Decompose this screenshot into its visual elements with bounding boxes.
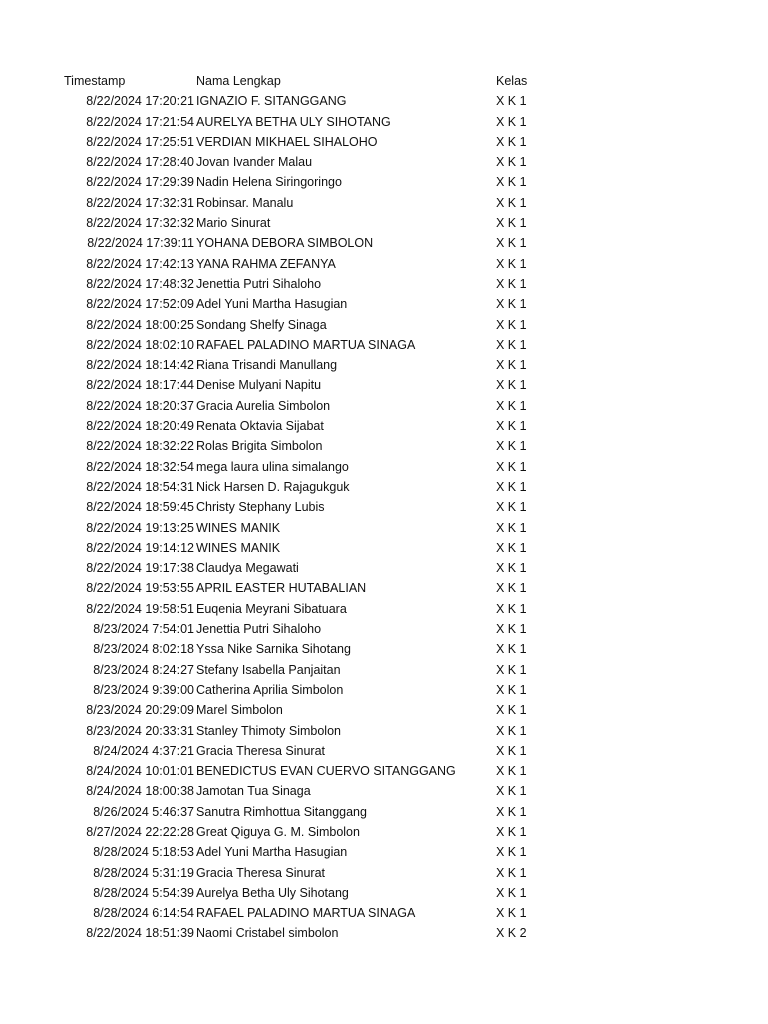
full-name-cell: Stefany Isabella Panjaitan <box>196 662 341 677</box>
full-name-cell: Nadin Helena Siringoringo <box>196 175 342 190</box>
class-cell: X K 1 <box>496 297 527 312</box>
table-row <box>0 578 768 598</box>
full-name-cell: Claudya Megawati <box>196 561 299 576</box>
class-cell: X K 1 <box>496 276 527 291</box>
timestamp-cell: 8/22/2024 19:14:12 <box>86 540 194 555</box>
header-timestamp: Timestamp <box>64 74 126 88</box>
table-row <box>0 335 768 355</box>
class-cell: X K 1 <box>496 256 527 271</box>
timestamp-cell: 8/22/2024 18:17:44 <box>86 378 194 393</box>
class-cell: X K 1 <box>496 155 527 170</box>
class-cell: X K 1 <box>496 459 527 474</box>
table-row <box>0 822 768 842</box>
timestamp-cell: 8/23/2024 8:02:18 <box>93 642 194 657</box>
full-name-cell: BENEDICTUS EVAN CUERVO SITANGGANG <box>196 764 456 779</box>
full-name-cell: Adel Yuni Martha Hasugian <box>196 845 348 860</box>
table-row <box>0 132 768 152</box>
full-name-cell: Jenettia Putri Sihaloho <box>196 276 322 291</box>
timestamp-cell: 8/23/2024 7:54:01 <box>93 622 194 637</box>
class-cell: X K 1 <box>496 865 527 880</box>
timestamp-cell: 8/23/2024 20:33:31 <box>86 723 194 738</box>
full-name-cell: mega laura ulina simalango <box>196 459 349 474</box>
timestamp-cell: 8/24/2024 10:01:01 <box>86 764 194 779</box>
class-cell: X K 1 <box>496 581 527 596</box>
timestamp-cell: 8/22/2024 17:20:21 <box>86 94 194 109</box>
full-name-cell: Jamotan Tua Sinaga <box>196 784 311 799</box>
table-row <box>0 355 768 375</box>
full-name-cell: Denise Mulyani Napitu <box>196 378 322 393</box>
table-row <box>0 538 768 558</box>
full-name-cell: VERDIAN MIKHAEL SIHALOHO <box>196 134 378 149</box>
table-row <box>0 457 768 477</box>
full-name-cell: Jenettia Putri Sihaloho <box>196 622 322 637</box>
class-cell: X K 1 <box>496 743 527 758</box>
class-cell: X K 1 <box>496 216 527 231</box>
timestamp-cell: 8/26/2024 5:46:37 <box>93 804 194 819</box>
table-row <box>0 660 768 680</box>
class-cell: X K 1 <box>496 317 527 332</box>
class-cell: X K 1 <box>496 500 527 515</box>
timestamp-cell: 8/22/2024 17:32:31 <box>86 195 194 210</box>
class-cell: X K 1 <box>496 601 527 616</box>
timestamp-cell: 8/22/2024 17:28:40 <box>86 155 194 170</box>
full-name-cell: Aurelya Betha Uly Sihotang <box>196 885 349 900</box>
class-cell: X K 1 <box>496 703 527 718</box>
full-name-cell: Marel Simbolon <box>196 703 283 718</box>
timestamp-cell: 8/22/2024 18:14:42 <box>86 358 194 373</box>
full-name-cell: WINES MANIK <box>196 520 281 535</box>
timestamp-cell: 8/22/2024 18:59:45 <box>86 500 194 515</box>
class-cell: X K 2 <box>496 926 527 941</box>
table-row <box>0 721 768 741</box>
timestamp-cell: 8/22/2024 18:20:37 <box>86 398 194 413</box>
timestamp-cell: 8/22/2024 19:13:25 <box>86 520 194 535</box>
timestamp-cell: 8/23/2024 20:29:09 <box>86 703 194 718</box>
table-row <box>0 152 768 172</box>
class-cell: X K 1 <box>496 520 527 535</box>
table-row <box>0 639 768 659</box>
table-row <box>0 863 768 883</box>
table-header-row <box>0 71 768 91</box>
full-name-cell: Naomi Cristabel simbolon <box>196 926 339 941</box>
full-name-cell: Sondang Shelfy Sinaga <box>196 317 327 332</box>
table-row <box>0 294 768 314</box>
class-cell: X K 1 <box>496 662 527 677</box>
table-row <box>0 802 768 822</box>
table-row <box>0 91 768 111</box>
timestamp-cell: 8/22/2024 17:21:54 <box>86 114 194 129</box>
table-row <box>0 599 768 619</box>
table-row <box>0 396 768 416</box>
timestamp-cell: 8/22/2024 19:17:38 <box>86 561 194 576</box>
table-row <box>0 375 768 395</box>
class-cell: X K 1 <box>496 439 527 454</box>
full-name-cell: AURELYA BETHA ULY SIHOTANG <box>196 114 391 129</box>
full-name-cell: Gracia Theresa Sinurat <box>196 743 325 758</box>
class-cell: X K 1 <box>496 195 527 210</box>
timestamp-cell: 8/24/2024 4:37:21 <box>93 743 194 758</box>
header-class: Kelas <box>496 74 528 88</box>
table-row <box>0 274 768 294</box>
table-row <box>0 112 768 132</box>
full-name-cell: Sanutra Rimhottua Sitanggang <box>196 804 367 819</box>
full-name-cell: RAFAEL PALADINO MARTUA SINAGA <box>196 906 416 921</box>
full-name-cell: Adel Yuni Martha Hasugian <box>196 297 348 312</box>
response-table <box>0 71 768 944</box>
timestamp-cell: 8/22/2024 17:29:39 <box>86 175 194 190</box>
table-row <box>0 233 768 253</box>
table-row <box>0 883 768 903</box>
class-cell: X K 1 <box>496 134 527 149</box>
full-name-cell: RAFAEL PALADINO MARTUA SINAGA <box>196 337 416 352</box>
full-name-cell: Christy Stephany Lubis <box>196 500 325 515</box>
full-name-cell: IGNAZIO F. SITANGGANG <box>196 94 347 109</box>
timestamp-cell: 8/22/2024 18:20:49 <box>86 419 194 434</box>
full-name-cell: Catherina Aprilia Simbolon <box>196 682 344 697</box>
timestamp-cell: 8/28/2024 6:14:54 <box>93 906 194 921</box>
full-name-cell: WINES MANIK <box>196 540 281 555</box>
timestamp-cell: 8/22/2024 17:42:13 <box>86 256 194 271</box>
table-body <box>0 91 768 943</box>
table-row <box>0 497 768 517</box>
full-name-cell: Gracia Theresa Sinurat <box>196 865 325 880</box>
table-row <box>0 477 768 497</box>
timestamp-cell: 8/24/2024 18:00:38 <box>86 784 194 799</box>
header-full-name: Nama Lengkap <box>196 74 281 88</box>
full-name-cell: Great Qiguya G. M. Simbolon <box>196 824 360 839</box>
class-cell: X K 1 <box>496 804 527 819</box>
timestamp-cell: 8/28/2024 5:18:53 <box>93 845 194 860</box>
table-row <box>0 254 768 274</box>
timestamp-cell: 8/28/2024 5:54:39 <box>93 885 194 900</box>
class-cell: X K 1 <box>496 784 527 799</box>
full-name-cell: Jovan Ivander Malau <box>196 155 313 170</box>
timestamp-cell: 8/22/2024 18:51:39 <box>86 926 194 941</box>
table-row <box>0 193 768 213</box>
class-cell: X K 1 <box>496 622 527 637</box>
timestamp-cell: 8/22/2024 17:39:11 <box>87 236 194 251</box>
class-cell: X K 1 <box>496 479 527 494</box>
class-cell: X K 1 <box>496 175 527 190</box>
timestamp-cell: 8/22/2024 18:54:31 <box>86 479 194 494</box>
timestamp-cell: 8/28/2024 5:31:19 <box>93 865 194 880</box>
timestamp-cell: 8/23/2024 9:39:00 <box>93 682 194 697</box>
class-cell: X K 1 <box>496 723 527 738</box>
class-cell: X K 1 <box>496 419 527 434</box>
full-name-cell: YANA RAHMA ZEFANYA <box>196 256 336 271</box>
class-cell: X K 1 <box>496 236 527 251</box>
class-cell: X K 1 <box>496 906 527 921</box>
table-row <box>0 761 768 781</box>
full-name-cell: Euqenia Meyrani Sibatuara <box>196 601 347 616</box>
timestamp-cell: 8/22/2024 18:00:25 <box>86 317 194 332</box>
class-cell: X K 1 <box>496 845 527 860</box>
table-row <box>0 172 768 192</box>
class-cell: X K 1 <box>496 764 527 779</box>
table-row <box>0 781 768 801</box>
timestamp-cell: 8/22/2024 19:53:55 <box>86 581 194 596</box>
table-row <box>0 923 768 943</box>
class-cell: X K 1 <box>496 540 527 555</box>
full-name-cell: Nick Harsen D. Rajagukguk <box>196 479 350 494</box>
class-cell: X K 1 <box>496 358 527 373</box>
table-row <box>0 700 768 720</box>
full-name-cell: Renata Oktavia Sijabat <box>196 419 324 434</box>
table-row <box>0 842 768 862</box>
timestamp-cell: 8/22/2024 19:58:51 <box>86 601 194 616</box>
timestamp-cell: 8/22/2024 18:02:10 <box>86 337 194 352</box>
timestamp-cell: 8/22/2024 17:25:51 <box>86 134 194 149</box>
timestamp-cell: 8/27/2024 22:22:28 <box>86 824 194 839</box>
full-name-cell: YOHANA DEBORA SIMBOLON <box>196 236 374 251</box>
full-name-cell: Gracia Aurelia Simbolon <box>196 398 331 413</box>
full-name-cell: Stanley Thimoty Simbolon <box>196 723 341 738</box>
class-cell: X K 1 <box>496 378 527 393</box>
class-cell: X K 1 <box>496 682 527 697</box>
table-row <box>0 903 768 923</box>
full-name-cell: Riana Trisandi Manullang <box>196 358 338 373</box>
class-cell: X K 1 <box>496 824 527 839</box>
full-name-cell: Rolas Brigita Simbolon <box>196 439 323 454</box>
full-name-cell: Mario Sinurat <box>196 216 271 231</box>
class-cell: X K 1 <box>496 398 527 413</box>
timestamp-cell: 8/22/2024 17:32:32 <box>86 216 194 231</box>
full-name-cell: APRIL EASTER HUTABALIAN <box>196 581 367 596</box>
timestamp-cell: 8/23/2024 8:24:27 <box>93 662 194 677</box>
class-cell: X K 1 <box>496 114 527 129</box>
class-cell: X K 1 <box>496 337 527 352</box>
class-cell: X K 1 <box>496 94 527 109</box>
timestamp-cell: 8/22/2024 17:48:32 <box>86 276 194 291</box>
class-cell: X K 1 <box>496 642 527 657</box>
class-cell: X K 1 <box>496 561 527 576</box>
table-row <box>0 558 768 578</box>
table-row <box>0 619 768 639</box>
table-row <box>0 315 768 335</box>
table-row <box>0 436 768 456</box>
table-row <box>0 680 768 700</box>
table-row <box>0 416 768 436</box>
timestamp-cell: 8/22/2024 18:32:22 <box>86 439 194 454</box>
table-row <box>0 213 768 233</box>
timestamp-cell: 8/22/2024 17:52:09 <box>86 297 194 312</box>
class-cell: X K 1 <box>496 885 527 900</box>
table-row <box>0 518 768 538</box>
timestamp-cell: 8/22/2024 18:32:54 <box>86 459 194 474</box>
full-name-cell: Yssa Nike Sarnika Sihotang <box>196 642 351 657</box>
table-row <box>0 741 768 761</box>
full-name-cell: Robinsar. Manalu <box>196 195 294 210</box>
